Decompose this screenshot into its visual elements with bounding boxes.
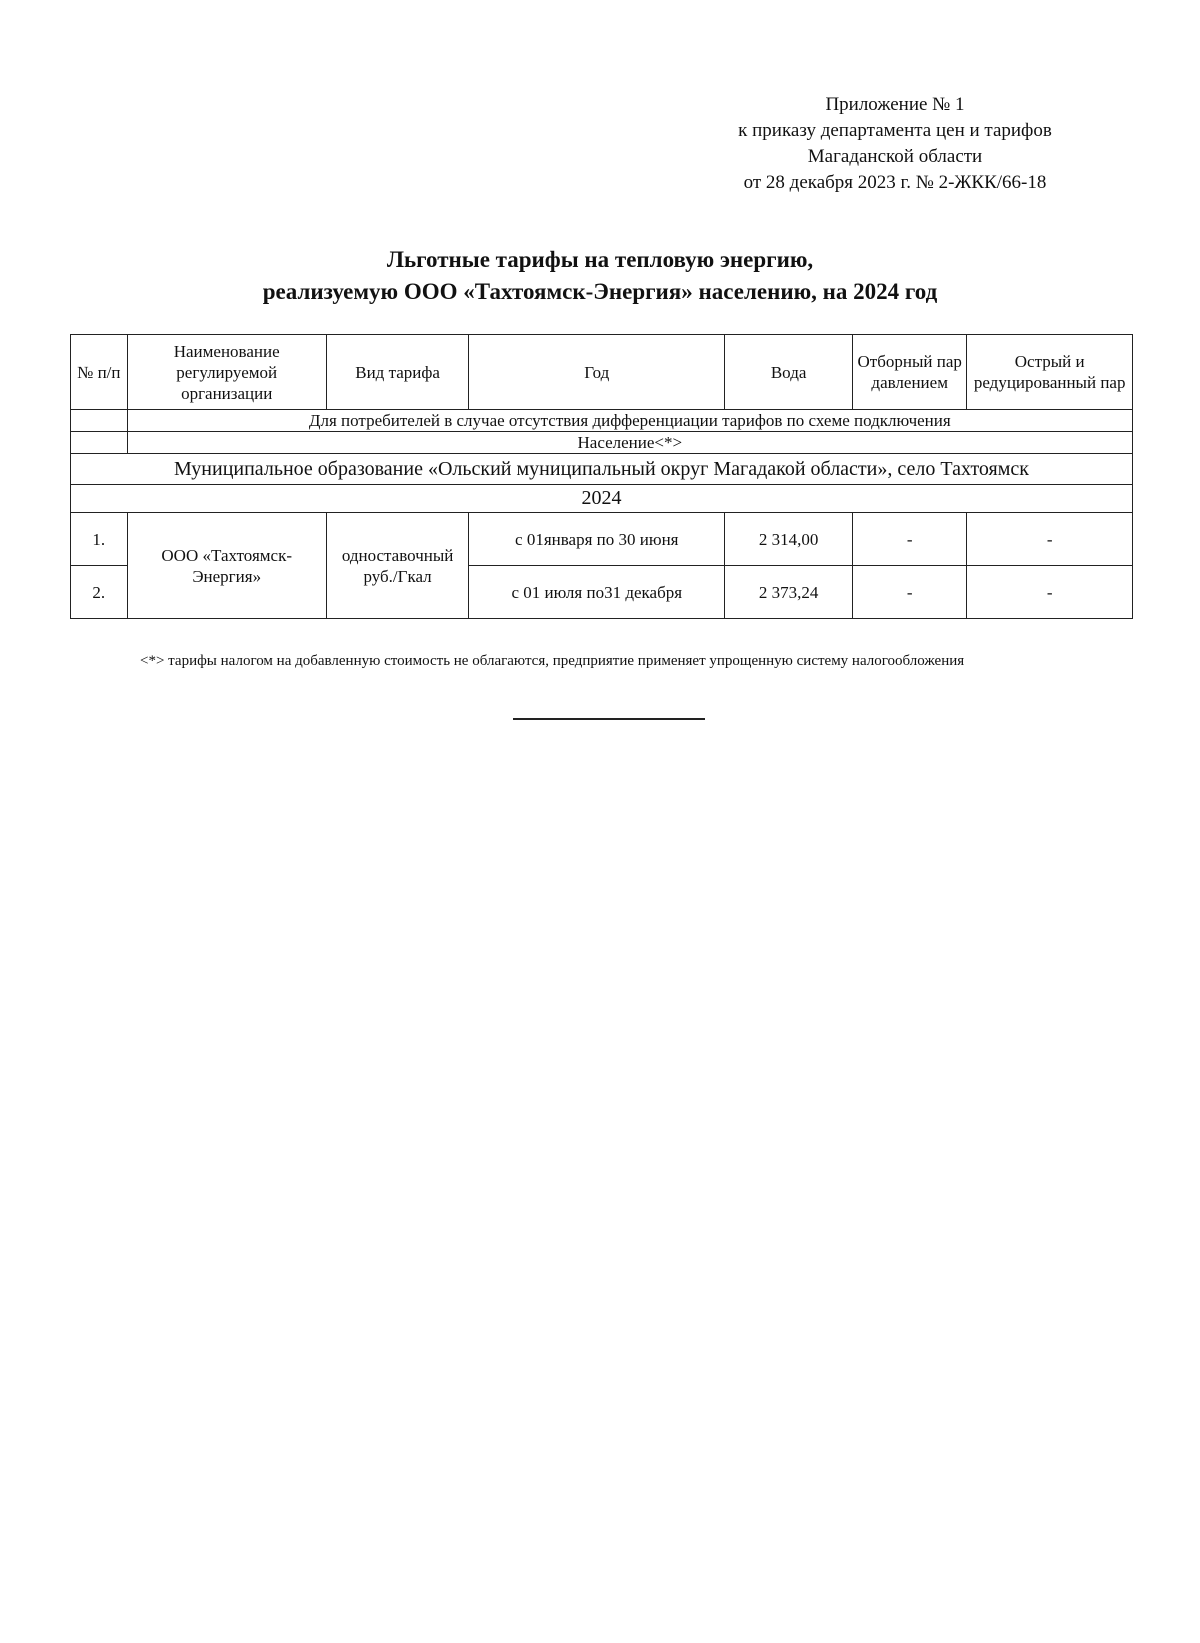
row-num: 2. [71,566,128,619]
band-consumers-label: Для потребителей в случае отсутствия дифференциации тарифов по схеме подключения [127,410,1132,432]
year-row [71,485,1133,513]
steam-sharp-cell: - [967,566,1133,619]
row-num: 1. [71,513,128,566]
table-header-row [71,335,1133,410]
water-cell: 2 373,24 [725,566,853,619]
municipality-label: Муниципальное образование «Ольский муниципальный округ Магадакой области», село Тахтоямск [71,454,1133,485]
header-steam-sharp: Острый и редуцированный пар [967,335,1133,410]
band-row-population [71,432,1133,454]
steam-selected-cell: - [853,566,967,619]
tariff-type-cell: одноставочный руб./Гкал [326,513,469,619]
appendix-line-1: Приложение № 1 [825,94,965,115]
appendix-line-3: Магаданской области [807,146,983,167]
table-row [71,513,1133,566]
header-organization: Наименование регулируемой организации [127,335,326,410]
footnote: <*> тарифы налогом на добавленную стоимость не облагаются, предприятие применяет упрощенную систему налогообложения [140,653,965,669]
title-line-2: реализуемую ООО «Тахтоямск-Энергия» населению, на 2024 год [262,279,938,304]
appendix-line-2: к приказу департамента цен и тарифов [738,120,1052,141]
tariff-table [70,334,1133,619]
period-cell: с 01 июля по31 декабря [469,566,725,619]
header-steam-selected: Отборный пар давлением [853,335,967,410]
header-water: Вода [725,335,853,410]
steam-sharp-cell: - [967,513,1133,566]
band-row-consumers [71,410,1133,432]
band-spacer [71,410,128,432]
header-num: № п/п [71,335,128,410]
organization-cell: ООО «Тахтоямск-Энергия» [127,513,326,619]
header-year: Год [469,335,725,410]
appendix-header [700,92,1090,196]
header-tariff-type: Вид тарифа [326,335,469,410]
band-spacer [71,432,128,454]
steam-selected-cell: - [853,513,967,566]
closing-divider [513,718,705,720]
band-population-label: Население<*> [127,432,1132,454]
water-cell: 2 314,00 [725,513,853,566]
document-title [0,244,1200,308]
municipality-row [71,454,1133,485]
year-label: 2024 [71,485,1133,513]
period-cell: с 01января по 30 июня [469,513,725,566]
appendix-line-4: от 28 декабря 2023 г. № 2-ЖКК/66-18 [743,172,1047,193]
title-line-1: Льготные тарифы на тепловую энергию, [386,247,814,272]
